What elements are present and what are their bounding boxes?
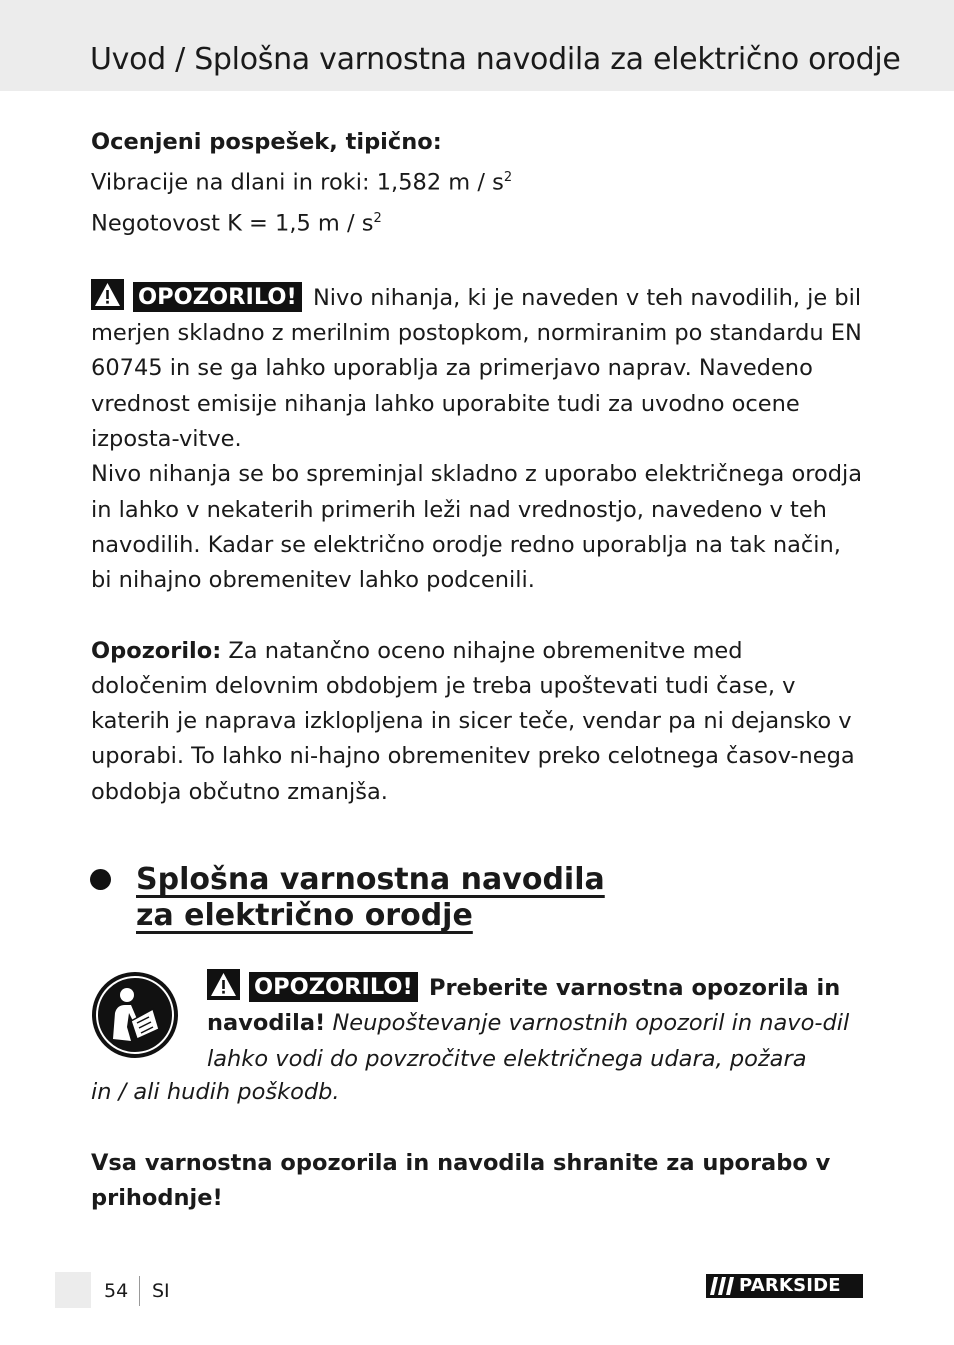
note-paragraph [91,634,866,810]
warning-text: Nivo nihanja, ki je naveden v teh navodilih, je bil merjen skladno z merilnim postopkom, normiranim po standardu EN 60745 in se ga lahko uporablja za primerjavo naprav. Navedeno vrednost emisije nihanja lahko uporabite tudi za uvodno ocene izposta-vitve. [91,284,862,453]
superscript: 2 [373,211,382,227]
warning-bold-text: Preberite varnostna opozorila in navodila! [207,975,841,1037]
section-title [136,862,696,934]
main-content [91,125,866,810]
vibration-value-2: Negotovost K = 1,5 m / s [91,210,374,237]
keep-instructions-note: Vsa varnostna opozorila in navodila shranite za uporabo v prihodnje! [91,1150,831,1212]
vibration-line-2 [91,201,866,242]
warning-triangle-icon [207,969,240,1000]
note-label: Opozorilo: [91,637,222,664]
warning-paragraph-2: Nivo nihanja se bo spreminjal skladno z uporabo električnega orodja in lahko v nekaterih primerih leži nad vrednostjo, navedeno v teh navodilih. Kadar se električno orodje redno uporablja na tak način, bi nihajno obremenitev lahko podcenili. [91,461,863,594]
warning-italic-tail: in / ali hudih poškodb. [91,1079,340,1105]
section-title-line-1: Splošna varnostna navodila [136,862,605,897]
footer-divider [139,1276,140,1306]
section-title-line-2: za električno orodje [136,898,473,933]
warning-badge: OPOZORILO! [249,972,418,1002]
brand-name: PARKSIDE [739,1275,841,1296]
warning-read-instructions [207,969,867,1077]
language-code: SI [152,1280,170,1302]
footer-box [55,1272,91,1308]
parkside-logo [706,1274,863,1298]
warning-triangle-icon [91,279,124,310]
vibration-heading: Ocenjeni pospešek, tipično: [91,129,442,155]
page-title: Uvod / Splošna varnostna navodila za električno orodje [90,42,901,77]
page-number: 54 [104,1280,129,1302]
superscript: 2 [503,170,513,186]
warning-italic-text: Neupoštevanje varnostnih opozoril in navo-dil lahko vodi do povzročitve električnega udara, požara [207,1010,850,1072]
warning-badge: OPOZORILO! [133,282,302,312]
vibration-value-1: Vibracije na dlani in roki: 1,582 m / s [91,169,504,196]
note-text: Za natančno oceno nihajne obremenitve med določenim delovnim obdobjem je treba upoštevati tudi čase, v katerih je naprava izklopljena in sicer teče, vendar pa ni dejansko v uporabi. To lahko ni-hajno obremenitev preko celotnega časov-nega obdobja občutno zmanjša. [91,637,855,805]
vibration-line-1 [91,160,866,201]
bullet-icon [90,869,111,890]
warning-paragraph-1 [91,279,866,457]
read-manual-icon [91,971,179,1059]
